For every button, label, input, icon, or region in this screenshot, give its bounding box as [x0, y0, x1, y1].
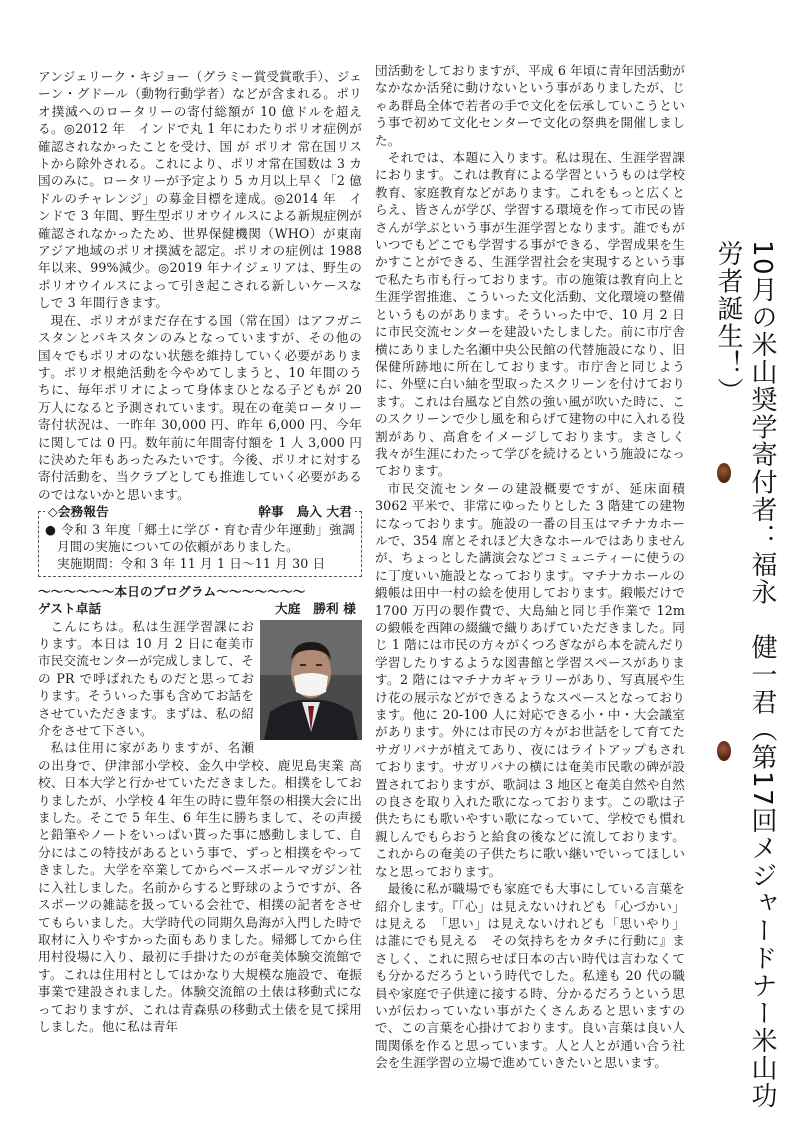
decorative-dot-icon	[717, 741, 731, 761]
speaker-portrait-image	[260, 620, 362, 740]
decorative-dot-icon	[717, 463, 731, 483]
middle-paragraph-2: それでは、本題に入ります。私は現在、生涯学習課におります。これは教育による学習というものは学校教育、家庭教育などがあります。これをもっと広くとらえ、皆さんが学び、学習する環境を作って市民の皆さんが学ぶという事が生涯学習となります。誰でもがいつでもどこでも学習する事ができる、学習成果を生かすことができる、生涯学習社会を実現するという事で私たち市も行っております。市の施策は教育向上と生涯学習推進、こういった文化活動、文化環境の整備というものがあります。そういった中で、10 月 2 日に市民交流センターを建設いたしました。前に市庁舎横にありました名瀬中央公民館の代替施設になり、旧保健所跡地に所在しております。市庁舎と同じように、外壁に白い紬を型取ったスクリーンを付けております。これは台風など自然の強い風が吹いた時に、このスクリーンで少し風を和らげて建物の中に入れる役割があり、高倉をイメージしております。まさしく我々が生涯にわたって学びを続けるという施設になっております。	[375, 150, 685, 479]
club-report-item: ● 令和 3 年度「郷土に学び・育む青少年運動」強調月間の実施についての依頼がありました。	[45, 521, 355, 554]
left-column	[38, 68, 362, 1035]
middle-paragraph-4: 最後に私が職場でも家庭でも大事にしている言葉を紹介します。『「心」は見えないけれども「心づかい」は見える 「思い」は見えないけれども「思いやり」は誰にでも見える その気持ちをカタチに行動に』まさしく、これに照らせば日本の古い時代は言わなくても分かるだろうという時代でした。私達も 20 代の職員や家庭で子供達に接する時、分かるだろうという思いが伝わっていない事がたくさんあると思いますので、この言葉を心掛けております。良い言葉は良い人間関係を作ると思っています。人と人とが通い合う社会を生涯学習の立場で進めていきたいと思います。	[375, 881, 685, 1071]
club-report-reporter: 幹事 鳥入 大君	[255, 503, 355, 520]
middle-column	[375, 62, 685, 1072]
guest-speaker-name: 大庭 勝利 様	[275, 601, 356, 617]
speaker-photo	[260, 620, 362, 740]
guest-talk-header	[38, 600, 362, 617]
program-heading: 〜〜〜〜〜〜本日のプログラム〜〜〜〜〜〜〜	[38, 583, 306, 599]
polio-history-paragraph: アンジェリーク・キジョー（グラミー賞受賞歌手）、ジェーン・グドール（動物行動学者）などが含まれる。ポリオ撲滅へのロータリーの寄付総額が 10 億ドルを超える。◎2012 年 インドで丸 1 年にわたりポリオ症例が確認されなかったことを受け、国 が ポリオ 常在国リストから除外される。これにより、ポリオ常在国数は 3 カ国のみに。ロータリーが予定より 5 カ月以上早く「2 億ドルのチャレンジ」の募金目標を達成。◎2014 年 インドで 3 年間、野生型ポリオウイルスによる新規症例が確認されなかったため、世界保健機関（WHO）が東南アジア地域のポリオ撲滅を認定。ポリオの症例は 1988 年以来、99%減少。◎2019 年ナイジェリアは、野生のポリオウイルスによって引き起こされる新しいケースなしで 3 年間行きます。	[38, 69, 362, 311]
club-report-box	[38, 504, 362, 577]
club-report-period: 実施期間：令和 3 年 11 月 1 日〜11 月 30 日	[57, 556, 326, 572]
polio-current-paragraph: 現在、ポリオがまだ存在する国（常在国）はアフガニスタンとパキスタンのみとなっていますが、その他の国々でもポリオのない状態を維持していく必要があります。ポリオ根絶活動を今やめてしまうと、10 年間のうちに、毎年ポリオによって身体まひとなる子どもが 20 万人になると予測されています。現在の奄美ロータリー寄付状況は、一昨年 30,000 円、昨年 6,000 円、今年に関しては 0 円。数年前に年間寄付額を 1 人 3,000 円に決めた年もあったみたいです。今後、ポリオに対する寄付活動を、当クラブとしても推進していく必要があるのではないかと思います。	[38, 312, 362, 502]
club-report-header	[45, 503, 355, 520]
guest-talk-body: 私は住用に家がありますが、名瀬の出身で、伊津部小学校、金久中学校、鹿児島実業 高 校、日本大学と行かせていただきました。相撲をしておりましたが、小学校 4 年生の時に豊年祭の相撲大会に出ました。そこで 5 年生、6 年生に勝ちまして、その声援と鉛筆やノートをいっぱい貰った事に感動しまして、自分にはこの特技があるという事で、ずっと相撲をやってきました。大学を卒業してからベースボールマガジン社に入社しました。名前からすると野球のようですが、各スポーツの雑誌を扱っている会社で、相撲の記者をさせてもらいました。大学時代の同期久島海が入門した時で取材に入りやすかった面もありました。帰郷してから住用村役場に入り、最初に手掛けたのが奄美体験交流館です。これは住用村としてはかなり大規模な施設で、奄振事業で建設されました。体験交流館の土俵は移動式になっておりますが、これは青森県の移動式土俵を見て採用しました。他に私は青年	[38, 740, 362, 1034]
middle-paragraph-3: 市民交流センターの建設概要ですが、延床面積 3062 平米で、非常にゆったりとした 3 階建ての建物になっております。施設の一番の目玉はマチナカホールで、354 席とそれほど大きなホールではありませんが、ちょっとした講演会などコミュニティーに使うのに丁度いい施設となっております。マチナカホールの緞帳は田中一村の絵を使用しております。緞帳だけで 1700 万円の製作費で、大島紬と同じ手作業で 12m の緞帳を西陣の綴織で織りあげていただきました。同じ 1 階には市民の方々がくつろぎながら本を読んだり学習したりするような図書館と学習スペースがあります。2 階にはマチナカギャラリーがあり、写真展や生け花の展示などができるようなスペースとなっております。他に 20-100 人に対応できる小・中・大会議室があります。外には市民の方々がお世話をして育てたサガリバナが植えてあり、夜にはライトアップもされております。サガリバナの横には奄美市民歌の碑が設置されておりますが、歌詞は 3 地区と奄美自然や自然の良さを取り入れた歌になっております。この歌は子供たちにも歌いやすい歌になっていて、学校でも慣れ親しんでもらおうと給食の後などに流しております。これからの奄美の子供たちに歌い継いでいってほしいなと思っております。	[375, 480, 685, 879]
club-report-heading: ◇会務報告	[45, 503, 112, 520]
guest-talk-intro: こんにちは。私は生涯学習課におります。本日は 10 月 2 日に奄美市市民交流センターが完成しまして、その PR で呼ばれたものだと思っております。そういった事も含めてお話をさせていただきます。まずは、私の紹介をさせて下さい。	[38, 618, 254, 739]
middle-paragraph-1: 団活動をしておりますが、平成 6 年頃に青年団活動がなかなか活発に動けないという事がありましたが、じゃあ群島全体で若者の手で文化を伝承していこうという事で初めて文化センターで文化の祭典を開催しました。	[375, 63, 685, 148]
guest-talk-label: ゲスト卓話	[38, 601, 102, 617]
yoneyama-donor-vertical-title: 10月の米山奨学寄付者：福永 健一君（第17回メジャードナー米山功労者誕生！）	[713, 240, 777, 1110]
